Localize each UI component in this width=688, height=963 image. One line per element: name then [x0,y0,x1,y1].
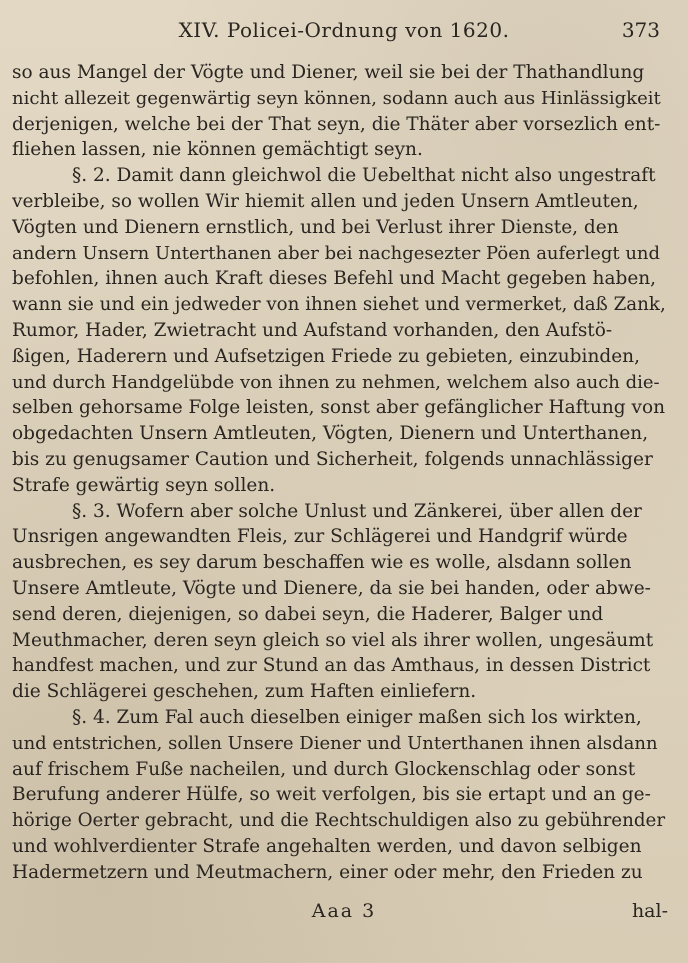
text-line: send deren, diejenigen, so dabei seyn, die Haderer, Balger und [12,603,604,625]
text-line: derjenigen, welche bei der That seyn, die Thäter aber vorsezlich ent- [12,113,661,135]
text-line: ßigen, Haderern und Aufsetzigen Friede zu gebieten, einzubinden, [12,345,640,367]
running-header [0,18,688,48]
page-number: 373 [621,18,660,42]
text-line: Meuthmacher, deren seyn gleich so viel als ihrer wollen, ungesäumt [12,629,654,651]
text-line: Hadermetzern und Meutmachern, einer oder mehr, den Frieden zu [12,861,643,883]
text-line: nicht allezeit gegenwärtig seyn können, sodann auch aus Hinlässigkeit [12,87,661,109]
text-line: und durch Handgelübde von ihnen zu nehmen, welchem also auch die- [12,371,660,393]
text-line: Unsere Amtleute, Vögte und Dienere, da sie bei handen, oder abwe- [12,577,651,599]
text-line: Vögten und Dienern ernstlich, und bei Verlust ihrer Dienste, den [12,216,619,238]
text-line: und entstrichen, sollen Unsere Diener und Unterthanen ihnen alsdann [12,732,658,754]
running-title: XIV. Policei-Ordnung von 1620. [178,18,510,42]
text-line: selben gehorsame Folge leisten, sonst aber gefänglicher Haftung von [12,397,666,419]
text-line: hörige Oerter gebracht, und die Rechtschuldigen also zu gebührender [12,810,666,832]
text-line: andern Unsern Unterthanen aber bei nachgesezter Pöen auferlegt und [12,242,661,264]
signature-mark: Aaa 3 [311,900,377,922]
text-line: Rumor, Hader, Zwietracht und Aufstand vorhanden, den Aufstö- [12,319,613,341]
page-footer [0,900,688,932]
text-line: fliehen lassen, nie können gemächtigt seyn. [12,139,423,161]
text-line: Strafe gewärtig seyn sollen. [12,474,276,496]
text-line: ausbrechen, es sey darum beschaffen wie es wolle, alsdann sollen [12,552,632,574]
text-line: auf frischem Fuße nacheilen, und durch Glockenschlag oder sonst [12,758,636,780]
text-line: handfest machen, und zur Stund an das Amthaus, in dessen District [12,655,651,677]
text-line: verbleibe, so wollen Wir hiemit allen und jeden Unsern Amtleuten, [12,190,639,212]
body-text [12,60,666,886]
text-line: §. 3. Wofern aber solche Unlust und Zänkerei, über allen der [72,500,642,522]
text-line: befohlen, ihnen auch Kraft dieses Befehl und Macht gegeben haben, [12,268,657,290]
text-line: wann sie und ein jedweder von ihnen siehet und vermerket, daß Zank, [12,294,666,316]
text-line: §. 2. Damit dann gleichwol die Uebelthat nicht also ungestraft [72,165,656,187]
text-line: Unsrigen angewandten Fleis, zur Schlägerei und Handgrif würde [12,526,628,548]
text-line: Berufung anderer Hülfe, so weit verfolgen, bis sie ertapt und an ge- [12,784,651,806]
text-line: §. 4. Zum Fal auch dieselben einiger maßen sich los wirkten, [72,706,642,728]
catchword: hal- [631,900,668,922]
text-line: bis zu genugsamer Caution und Sicherheit, folgends unnachlässiger [12,448,653,470]
text-line: die Schlägerei geschehen, zum Haften einliefern. [12,681,477,703]
text-line: und wohlverdienter Strafe angehalten werden, und davon selbigen [12,835,642,857]
text-line: obgedachten Unsern Amtleuten, Vögten, Dienern und Unterthanen, [12,423,649,445]
text-line: so aus Mangel der Vögte und Diener, weil sie bei der Thathandlung [12,62,645,83]
